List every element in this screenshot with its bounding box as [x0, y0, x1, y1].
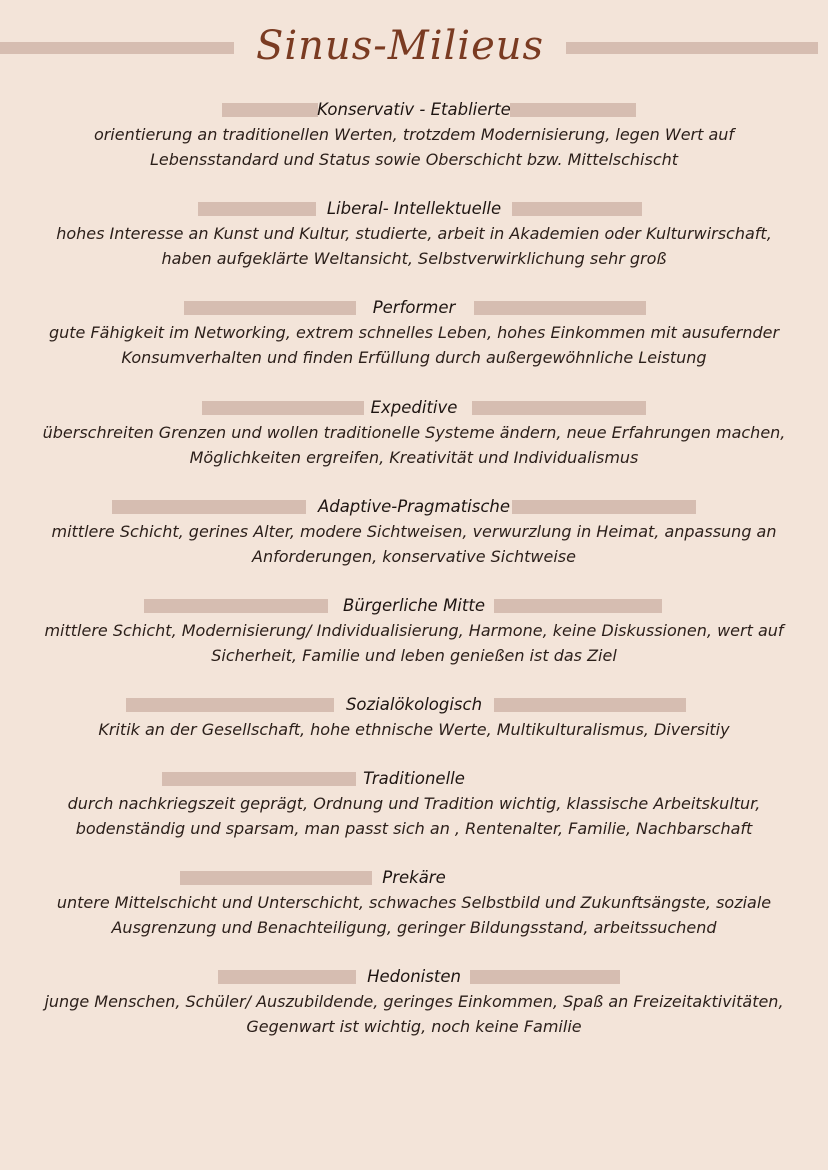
milieu-section-sozialoekologisch	[0, 693, 828, 742]
milieu-description-line: Gegenwart ist wichtig, noch keine Familie	[246, 1017, 582, 1036]
milieu-heading: Expeditive	[370, 398, 458, 417]
title-divider-left	[0, 42, 234, 54]
milieu-section-buergerliche-mitte	[0, 594, 828, 668]
milieu-heading: Liberal- Intellektuelle	[326, 199, 502, 218]
milieu-section-adaptive-pragmatische	[0, 495, 828, 569]
milieu-description-line: überschreiten Grenzen und wollen traditionelle Systeme ändern, neue Erfahrungen machen,	[42, 423, 786, 442]
milieu-description-line: untere Mittelschicht und Unterschicht, schwaches Selbstbild und Zukunftsängste, soziale	[56, 893, 772, 912]
milieu-description-line: Anforderungen, konservative Sichtweise	[252, 547, 576, 566]
milieu-heading: Prekäre	[382, 868, 446, 887]
milieu-description-line: Möglichkeiten ergreifen, Kreativität und Individualismus	[189, 448, 639, 467]
title-row	[0, 22, 828, 76]
milieu-description-line: gute Fähigkeit im Networking, extrem schnelles Leben, hohes Einkommen mit ausufernder	[48, 323, 780, 342]
milieu-section-prekaere	[0, 866, 828, 940]
milieu-heading: Hedonisten	[367, 967, 461, 986]
milieu-description-line: Lebensstandard und Status sowie Oberschicht bzw. Mittelschischt	[149, 150, 679, 169]
milieu-heading: Bürgerliche Mitte	[343, 596, 485, 615]
milieu-heading: Adaptive-Pragmatische	[317, 497, 511, 516]
milieu-section-hedonisten	[0, 965, 828, 1039]
milieu-description-line: bodenständig und sparsam, man passt sich an , Rentenalter, Familie, Nachbarschaft	[75, 819, 753, 838]
milieu-description-line: Sicherheit, Familie und leben genießen ist das Ziel	[211, 646, 617, 665]
milieu-description-line: orientierung an traditionellen Werten, trotzdem Modernisierung, legen Wert auf	[93, 125, 735, 144]
milieu-description-line: junge Menschen, Schüler/ Auszubildende, geringes Einkommen, Spaß an Freizeitaktivitäten,	[44, 992, 784, 1011]
milieu-description-line: mittlere Schicht, Modernisierung/ Individualisierung, Harmone, keine Diskussionen, wert auf	[44, 621, 784, 640]
milieu-section-liberal-intellektuelle	[0, 197, 828, 271]
milieu-section-performer	[0, 296, 828, 370]
page-title: Sinus-Milieus	[255, 23, 545, 69]
milieu-description-line: Konsumverhalten und finden Erfüllung durch außergewöhnliche Leistung	[121, 348, 707, 367]
milieu-description-line: durch nachkriegszeit geprägt, Ordnung und Tradition wichtig, klassische Arbeitskultur,	[67, 794, 761, 813]
milieu-description-line: mittlere Schicht, gerines Alter, modere Sichtweisen, verwurzlung in Heimat, anpassung an	[51, 522, 777, 541]
milieu-heading: Traditionelle	[363, 769, 465, 788]
milieu-heading: Sozialökologisch	[345, 695, 483, 714]
title-divider-right	[566, 42, 818, 54]
milieu-section-expeditive	[0, 396, 828, 470]
milieu-description-line: Kritik an der Gesellschaft, hohe ethnische Werte, Multikulturalismus, Diversitiy	[98, 720, 730, 739]
milieu-section-konservativ-etablierte	[0, 98, 828, 172]
milieu-description-line: haben aufgeklärte Weltansicht, Selbstverwirklichung sehr groß	[161, 249, 667, 268]
milieu-description-line: hohes Interesse an Kunst und Kultur, studierte, arbeit in Akademien oder Kulturwirschaft,	[56, 224, 772, 243]
milieu-heading: Konservativ - Etablierte	[317, 100, 511, 119]
milieu-heading: Performer	[372, 298, 456, 317]
milieu-description-line: Ausgrenzung und Benachteiligung, geringer Bildungsstand, arbeitssuchend	[111, 918, 717, 937]
milieu-section-traditionelle	[0, 767, 828, 841]
